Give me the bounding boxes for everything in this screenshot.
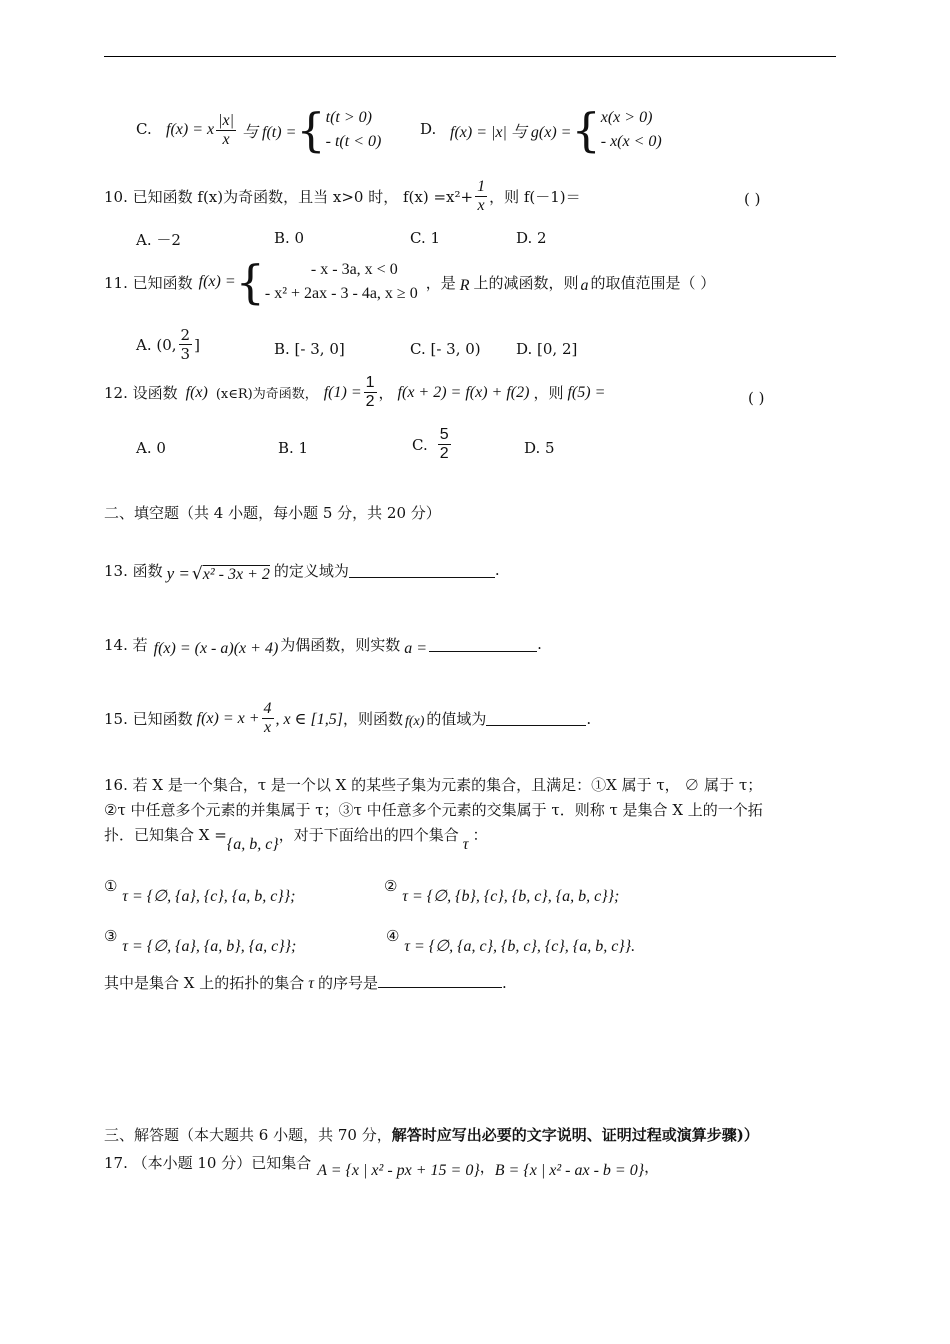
q14-answer-blank[interactable] — [429, 637, 537, 652]
q9-c-mid: 与 f(t) = — [242, 123, 297, 141]
q15-answer-blank[interactable] — [486, 711, 586, 726]
question-11-stem: 11. 已知函数 f(x) = { - x - 3a, x < 0 - x² + 2ax - 3 - 4a, x ≥ 0 ，是 R 上的减函数，则 a 的取值范围是（ ） — [104, 255, 716, 309]
section-3-heading: 三、解答题（本大题共 6 小题，共 70 分，解答时应写出必要的文字说明、证明过程或演算步骤)） — [104, 1126, 759, 1144]
q10-fraction: $\frac{1}{x}$ — [477, 178, 486, 214]
q9-option-c-label: C. — [136, 120, 152, 138]
section-2-heading: 二、填空题（共 4 小题，每小题 5 分，共 20 分） — [104, 504, 441, 522]
question-10-stem: 10. 已知函数 f(x)为奇函数，且当 x>0 时， f(x) =x²+ $\frac{1}{x}$ ，则 f(－1)＝ — [104, 178, 581, 214]
question-15: 15. 已知函数 f(x) = x + $\frac{4}{x}$ , x ∈ [1,5] ，则函数 f(x) 的值域为 . — [104, 700, 592, 736]
q12-option-b: B. 1 — [278, 439, 309, 457]
left-brace: { — [235, 255, 265, 309]
q9-option-c — [166, 103, 382, 157]
q12-option-c: C. $\frac{5}{2}$ — [412, 426, 449, 462]
question-12-stem: 12. 设函数 f(x) (x∈R)为奇函数， f(1) = $\frac{1}{2}$ ， f(x + 2) = f(x) + f(2) ，则 f(5) = — [104, 374, 606, 410]
question-14: 14. 若 f(x) = (x - a)(x + 4) 为偶函数，则实数 a = . — [104, 635, 542, 657]
q16-line-3: 扑．已知集合 X = {a, b, c} ，对于下面给出的四个集合 τ ： — [104, 826, 488, 853]
q12-option-d: D. 5 — [524, 439, 555, 457]
q12-half-fraction: $\frac{1}{2}$ — [365, 374, 375, 410]
q12-c-fraction: $\frac{5}{2}$ — [439, 426, 449, 462]
q9-option-d — [450, 103, 662, 157]
q16-set-2: ② τ = {∅, {b}, {c}, {b, c}, {a, b, c}}; — [384, 877, 620, 905]
q11-option-c: C. [- 3, 0) — [410, 340, 481, 358]
q9-c-cases: t(t > 0) - t(t < 0) — [325, 109, 382, 150]
q12-answer-paren: ( ) — [748, 389, 765, 407]
q16-answer-blank[interactable] — [378, 973, 502, 988]
q10-option-c: C. 1 — [410, 229, 441, 247]
q11-cases: - x - 3a, x < 0 - x² + 2ax - 3 - 4a, x ≥ 0 — [264, 261, 418, 302]
q10-option-a: A. －2 — [136, 231, 181, 249]
q15-fraction: $\frac{4}{x}$ — [263, 700, 272, 736]
q16-set-3: ③ τ = {∅, {a}, {a, b}, {a, c}}; — [104, 927, 297, 955]
left-brace: { — [571, 103, 601, 157]
q9-c-left: f(x) = x — [166, 121, 215, 138]
q9-d-cases: x(x > 0) - x(x < 0) — [600, 109, 662, 150]
q16-question: 其中是集合 X 上的拓扑的集合 τ 的序号是 . — [104, 974, 507, 992]
q16-line-2: ②τ 中任意多个元素的并集属于 τ；③τ 中任意多个元素的交集属于 τ．则称 τ 是集合 X 上的一个拓 — [104, 801, 763, 819]
question-13: 13. 函数 y = √ x² - 3x + 2 的定义域为 . — [104, 561, 500, 584]
q10-option-b: B. 0 — [274, 229, 305, 247]
q11-option-d: D. [0, 2] — [516, 340, 578, 358]
q10-answer-paren: ( ) — [744, 190, 761, 208]
q16-set-1: ① τ = {∅, {a}, {c}, {a, b, c}}; — [104, 877, 296, 905]
q16-set-4: ④ τ = {∅, {a, c}, {b, c}, {c}, {a, b, c}}. — [386, 927, 636, 955]
q11-a-fraction: $\frac{2}{3}$ — [180, 326, 191, 363]
left-brace: { — [296, 103, 326, 157]
q9-option-d-label: D. — [420, 120, 437, 138]
q16-line-1: 16. 若 X 是一个集合，τ 是一个以 X 的某些子集为元素的集合，且满足：①X 属于 τ， ∅ 属于 τ； — [104, 776, 763, 794]
q13-answer-blank[interactable] — [349, 563, 495, 578]
q11-option-b: B. [- 3, 0] — [274, 340, 345, 358]
question-17: 17. （本小题 10 分）已知集合 A = {x | x² - px + 15 = 0} ， B = {x | x² - ax - b = 0} ， — [104, 1154, 660, 1179]
radical-sign: √ — [191, 564, 203, 584]
q9-d-left: f(x) = |x| 与 g(x) = — [450, 123, 572, 141]
q10-option-d: D. 2 — [516, 229, 547, 247]
q9-c-fraction: $\frac{|x|}{x}$ — [218, 111, 235, 148]
q11-option-a: A. (0, $\frac{2}{3}$ ] — [136, 326, 200, 363]
header-rule — [104, 56, 836, 57]
q12-option-a: A. 0 — [136, 439, 166, 457]
